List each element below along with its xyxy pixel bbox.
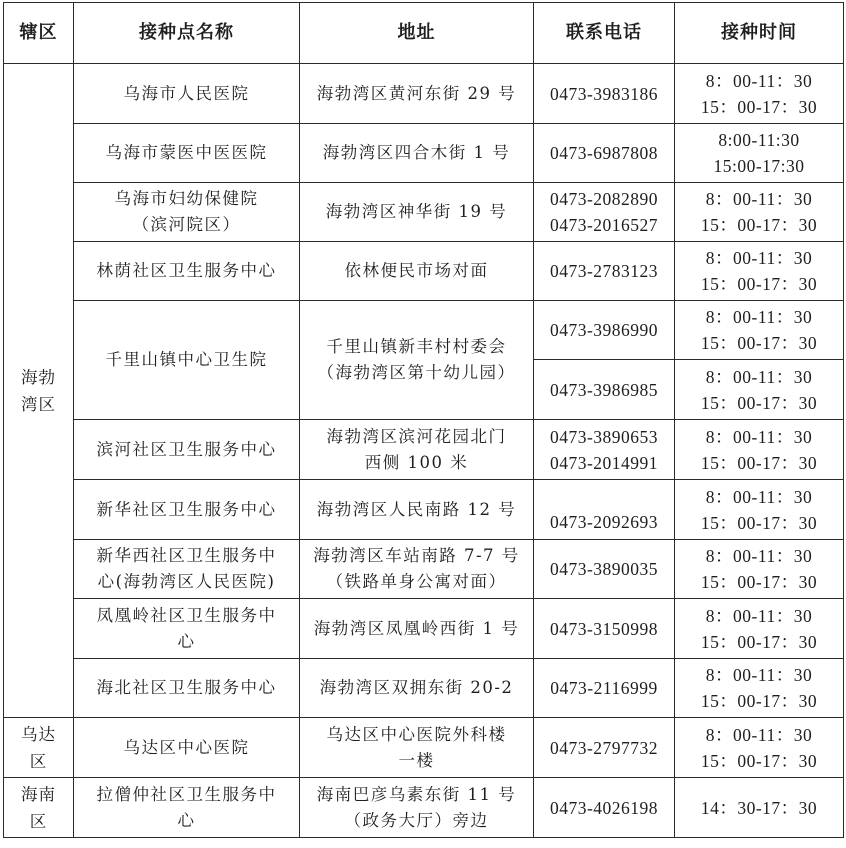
time-cell — [675, 64, 844, 124]
address-note: （铁路单身公寓对面） — [326, 572, 507, 591]
time-afternoon: 15：00-17：30 — [700, 392, 818, 413]
address: 海勃湾区滨河花园北门 — [326, 426, 507, 446]
time-afternoon: 15：00-17：30 — [700, 750, 818, 771]
address: 海勃湾区黄河东街 29 号 — [316, 83, 517, 103]
table-row — [4, 480, 844, 540]
table-row — [4, 659, 844, 718]
phone-number-2: 0473-2016527 — [549, 215, 659, 235]
time-single: 14：30-17：30 — [700, 797, 818, 818]
address: 海勃湾区人民南路 12 号 — [316, 499, 517, 519]
time-cell — [675, 183, 844, 242]
time-morning: 8:00-11:30 — [718, 130, 800, 150]
address: 千里山镇新丰村村委会 — [326, 337, 507, 356]
site-name-cell — [74, 242, 300, 301]
site-name-cell — [74, 718, 300, 778]
site-name-suffix: 心 — [177, 810, 196, 830]
time-morning: 8：00-11：30 — [705, 189, 813, 209]
address-note: 西侧 100 米 — [364, 452, 469, 472]
phone-cell — [534, 183, 675, 242]
phone-cell — [534, 778, 675, 838]
table-row — [4, 540, 844, 599]
table-row — [4, 301, 844, 360]
time-morning: 8：00-11：30 — [705, 546, 813, 566]
address-cell — [300, 183, 534, 242]
phone-number: 0473-3983186 — [549, 83, 659, 104]
time-afternoon: 15：00-17：30 — [700, 572, 818, 592]
site-name-cell — [74, 778, 300, 838]
header-phone: 联系电话 — [534, 3, 675, 64]
phone-cell — [534, 599, 675, 659]
time-cell — [675, 124, 844, 183]
address-cell — [300, 301, 534, 420]
site-name: 滨河社区卫生服务中心 — [96, 439, 277, 459]
table-row — [4, 242, 844, 301]
time-afternoon: 15：00-17：30 — [700, 274, 818, 294]
time-cell — [675, 718, 844, 778]
phone-cell — [534, 718, 675, 778]
time-afternoon: 15：00-17：30 — [700, 452, 818, 473]
district-cell-hainan — [4, 778, 74, 838]
time-morning: 8：00-11：30 — [705, 366, 813, 387]
site-name-cell — [74, 124, 300, 183]
phone-number: 0473-3890035 — [549, 559, 659, 579]
table-header-row — [4, 3, 844, 64]
phone-number: 0473-2082890 — [549, 189, 659, 209]
address-cell — [300, 778, 534, 838]
district-cell-wuda — [4, 718, 74, 778]
site-name: 乌达区中心医院 — [123, 737, 250, 757]
address: 海勃湾区凤凰岭西街 1 号 — [313, 618, 520, 638]
header-site-name: 接种点名称 — [74, 3, 300, 64]
site-name-suffix: 心 — [177, 631, 196, 651]
time-morning: 8：00-11：30 — [705, 605, 813, 626]
address-cell — [300, 64, 534, 124]
time-afternoon: 15：00-17：30 — [700, 691, 818, 711]
table-row — [4, 64, 844, 124]
time-morning: 8：00-11：30 — [705, 307, 813, 327]
address-cell — [300, 599, 534, 659]
site-name-suffix: 心(海勃湾区人民医院) — [97, 572, 276, 591]
district-label: 海勃湾区 — [21, 367, 56, 414]
phone-number: 0473-6987808 — [549, 143, 659, 163]
address-note: （海勃湾区第十幼儿园） — [317, 363, 516, 382]
site-name-cell — [74, 301, 300, 420]
address-note: 一楼 — [398, 750, 435, 770]
time-morning: 8：00-11：30 — [705, 486, 813, 507]
time-afternoon: 15：00-17：30 — [700, 631, 818, 652]
phone-number: 0473-4026198 — [549, 797, 659, 818]
district-cell-haibowan — [4, 64, 74, 718]
header-address: 地址 — [300, 3, 534, 64]
phone-number: 0473-3890653 — [549, 426, 659, 447]
site-name-suffix: （滨河院区） — [132, 215, 241, 234]
time-morning: 8：00-11：30 — [705, 426, 813, 447]
time-morning: 8：00-11：30 — [705, 665, 813, 685]
table-row — [4, 124, 844, 183]
address-cell — [300, 480, 534, 540]
phone-cell — [534, 420, 675, 480]
header-time: 接种时间 — [675, 3, 844, 64]
phone-cell — [534, 540, 675, 599]
table-row — [4, 778, 844, 838]
phone-number: 0473-3986985 — [549, 379, 659, 400]
time-cell — [675, 480, 844, 540]
phone-cell — [534, 301, 675, 360]
table-row — [4, 183, 844, 242]
address-cell — [300, 540, 534, 599]
phone-number: 0473-2116999 — [550, 678, 658, 698]
address-note: （政务大厅）旁边 — [344, 810, 489, 830]
site-name-cell — [74, 540, 300, 599]
time-morning: 8：00-11：30 — [705, 724, 813, 745]
phone-number: 0473-2797732 — [549, 737, 659, 758]
phone-number: 0473-2783123 — [549, 261, 659, 281]
time-morning: 8：00-11：30 — [705, 248, 813, 268]
address: 海南巴彦乌素东街 11 号 — [316, 784, 517, 804]
phone-number: 0473-3150998 — [549, 618, 659, 639]
time-morning: 8：00-11：30 — [705, 70, 813, 91]
site-name: 乌海市蒙医中医医院 — [105, 143, 268, 162]
address: 海勃湾区车站南路 7-7 号 — [313, 546, 520, 565]
time-cell — [675, 599, 844, 659]
phone-number-2: 0473-2014991 — [549, 452, 659, 473]
site-name: 海北社区卫生服务中心 — [96, 678, 277, 697]
time-cell — [675, 420, 844, 480]
time-cell — [675, 540, 844, 599]
address-cell — [300, 718, 534, 778]
table-row — [4, 718, 844, 778]
address: 乌达区中心医院外科楼 — [326, 724, 507, 744]
time-cell — [675, 778, 844, 838]
time-afternoon: 15：00-17：30 — [700, 333, 818, 353]
site-name: 乌海市人民医院 — [123, 83, 250, 103]
district-label: 乌达区 — [21, 724, 56, 771]
time-cell — [675, 360, 844, 420]
address-cell — [300, 420, 534, 480]
phone-cell — [534, 124, 675, 183]
site-name: 凤凰岭社区卫生服务中 — [96, 605, 277, 625]
site-name: 新华社区卫生服务中心 — [96, 499, 277, 519]
phone-cell — [534, 242, 675, 301]
address: 海勃湾区神华街 19 号 — [325, 202, 508, 221]
site-name: 拉僧仲社区卫生服务中 — [96, 784, 277, 804]
header-district: 辖区 — [4, 3, 74, 64]
table-row — [4, 599, 844, 659]
site-name: 乌海市妇幼保健院 — [114, 189, 259, 208]
time-cell — [675, 659, 844, 718]
vaccination-sites-table — [3, 2, 844, 838]
phone-cell — [534, 480, 675, 540]
site-name-cell — [74, 480, 300, 540]
address-cell — [300, 124, 534, 183]
address-cell — [300, 659, 534, 718]
site-name: 千里山镇中心卫生院 — [105, 350, 268, 369]
table-row — [4, 420, 844, 480]
phone-number: 0473-2092693 — [549, 512, 659, 532]
site-name-cell — [74, 599, 300, 659]
time-cell — [675, 301, 844, 360]
phone-cell — [534, 360, 675, 420]
site-name-cell — [74, 183, 300, 242]
address: 依林便民市场对面 — [344, 261, 489, 280]
phone-cell — [534, 659, 675, 718]
address: 海勃湾区双拥东街 20-2 — [319, 678, 514, 697]
site-name-cell — [74, 64, 300, 124]
district-label: 海南区 — [21, 784, 56, 831]
site-name-cell — [74, 420, 300, 480]
site-name: 林荫社区卫生服务中心 — [96, 261, 277, 280]
site-name: 新华西社区卫生服务中 — [96, 546, 277, 565]
time-afternoon: 15：00-17：30 — [700, 215, 818, 235]
address: 海勃湾区四合木街 1 号 — [322, 143, 511, 162]
time-afternoon: 15:00-17:30 — [713, 156, 805, 176]
time-afternoon: 15：00-17：30 — [700, 96, 818, 117]
site-name-cell — [74, 659, 300, 718]
phone-number: 0473-3986990 — [549, 320, 659, 340]
time-cell — [675, 242, 844, 301]
address-cell — [300, 242, 534, 301]
phone-cell — [534, 64, 675, 124]
time-afternoon: 15：00-17：30 — [700, 512, 818, 533]
